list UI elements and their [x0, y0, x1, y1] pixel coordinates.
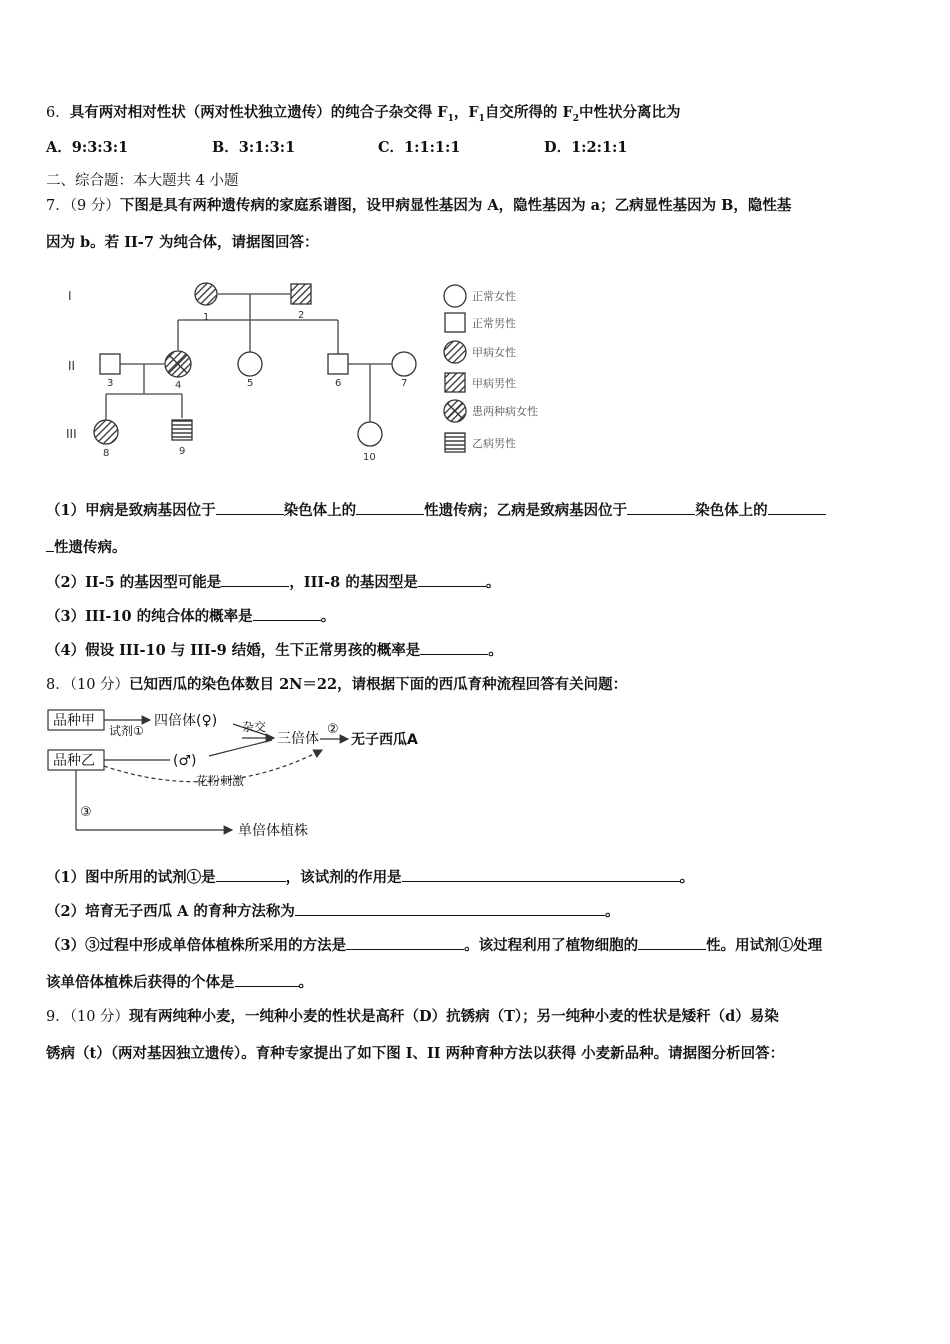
- q8-sub2: （2）培育无子西瓜 A 的育种方法称为 。: [46, 903, 620, 920]
- legend-label-1: 正常女性: [472, 290, 516, 303]
- pedigree-individual-7: [392, 352, 416, 376]
- q8-number: 8．: [46, 677, 70, 693]
- q7-stem-line2: 因为 b。若 II-7 为纯合体，请据图回答：: [46, 234, 319, 251]
- q9-number: 9．: [46, 1009, 70, 1025]
- legend-symbol-a-female: [444, 341, 466, 363]
- q8-sub3-line2: 该单倍体植株后获得的个体是 。: [46, 974, 313, 991]
- legend-symbol-normal-male: [445, 313, 465, 332]
- q6-stem: 6．具有两对相对性状（两对性状独立遗传）的纯合子杂交得 $F_1$，$F_1$自交所得的 $F_2$中性状分离比为: [46, 104, 681, 124]
- q7-answer-blank-4-cont[interactable]: [46, 537, 54, 552]
- q7-answer-blank-5[interactable]: [221, 572, 289, 587]
- q7-answer-blank-3[interactable]: [627, 500, 695, 515]
- id-label-1: 1: [203, 312, 210, 323]
- triploid-label: 三倍体: [277, 731, 319, 747]
- q7-answer-blank-6[interactable]: [418, 572, 486, 587]
- id-label-5: 5: [247, 378, 254, 389]
- pedigree-individual-8: [94, 420, 118, 444]
- q7-answer-blank-7[interactable]: [253, 606, 321, 621]
- step3-label: ③: [80, 805, 92, 820]
- q6-number: 6．: [46, 105, 70, 121]
- q9-score: （10 分）: [69, 1009, 130, 1025]
- q7-stem-line1: 7．（9 分）下图是具有两种遗传病的家庭系谱图，设甲病显性基因为 A，隐性基因为 a；乙病显性基因为 B，隐性基: [46, 197, 792, 214]
- legend-label-6: 乙病男性: [472, 437, 516, 450]
- q7-sub1-line2: 性遗传病。: [46, 537, 127, 558]
- q8-answer-blank-3[interactable]: [295, 901, 605, 916]
- id-label-6: 6: [335, 378, 342, 389]
- q7-sub4: （4）假设 III-10 与 III-9 结婚，生下正常男孩的概率是 。: [46, 642, 503, 659]
- q8-answer-blank-2[interactable]: [402, 867, 680, 882]
- id-label-9: 9: [179, 446, 186, 457]
- legend-symbol-a-male: [445, 373, 465, 392]
- legend-symbol-b-male: [445, 433, 465, 452]
- pedigree-individual-2: [291, 284, 311, 304]
- q7-answer-blank-1[interactable]: [216, 500, 284, 515]
- q8-answer-blank-6[interactable]: [235, 972, 299, 987]
- pedigree-individual-3: [100, 354, 120, 374]
- q7-number: 7．: [46, 198, 70, 214]
- seedless-label: 无子西瓜A: [351, 732, 418, 748]
- q7-sub3: （3）III-10 的纯合体的概率是 。: [46, 608, 336, 625]
- q8-sub1: （1）图中所用的试剂①是 ，该试剂的作用是 。: [46, 869, 695, 886]
- cross-label: 杂交: [242, 720, 267, 734]
- q8-stem: 8．（10 分）已知西瓜的染色体数目 2N＝22，请根据下面的西瓜育种流程回答有关问题：: [46, 676, 628, 693]
- variety-b-label: 品种乙: [53, 753, 95, 769]
- legend-label-2: 正常男性: [472, 317, 516, 330]
- q7-answer-blank-2[interactable]: [356, 500, 424, 515]
- q9-stem-line2: 锈病（t）（两对基因独立遗传）。育种专家提出了如下图 I、II 两种育种方法以获得 小麦新品种。请据图分析回答：: [46, 1045, 785, 1062]
- q7-answer-blank-8[interactable]: [420, 640, 488, 655]
- id-label-4: 4: [175, 380, 182, 391]
- id-label-2: 2: [298, 310, 305, 321]
- id-label-8: 8: [103, 448, 110, 459]
- pedigree-legend: [444, 285, 538, 452]
- male-label: (♂): [173, 753, 197, 769]
- pedigree-individual-5: [238, 352, 262, 376]
- q8-sub3-line1: （3）③过程中形成单倍体植株所采用的方法是 。该过程利用了植物细胞的 性。用试剂①处理: [46, 937, 823, 954]
- pedigree-individual-9: [172, 420, 192, 440]
- q7-sub2: （2）II-5 的基因型可能是 ，III-8 的基因型是 。: [46, 574, 501, 591]
- pedigree-individual-1: [195, 283, 217, 305]
- step2-label: ②: [327, 722, 339, 737]
- legend-symbol-normal-female: [444, 285, 466, 307]
- q8-answer-blank-1[interactable]: [216, 867, 286, 882]
- gen-label-3: III: [66, 427, 77, 441]
- q9-stem-line1: 9．（10 分）现有两纯种小麦，一纯种小麦的性状是高秆（D）抗锈病（T）；另一纯种小麦的性状是矮秆（d）易染: [46, 1008, 779, 1025]
- gen-label-2: II: [68, 359, 76, 373]
- haploid-label: 单倍体植株: [238, 823, 308, 839]
- cross-line-bottom: [209, 740, 272, 756]
- pedigree-individual-6: [328, 354, 348, 374]
- reagent-label: 试剂①: [109, 724, 144, 738]
- pedigree-individual-10: [358, 422, 382, 446]
- q8-answer-blank-4[interactable]: [346, 935, 464, 950]
- legend-label-5: 患两种病女性: [472, 405, 538, 418]
- q7-sub1-line1: （1）甲病是致病基因位于 染色体上的 性遗传病；乙病是致病基因位于 染色体上的: [46, 500, 826, 521]
- q8-answer-blank-5[interactable]: [638, 935, 706, 950]
- breeding-flowchart: [46, 704, 446, 844]
- id-label-7: 7: [401, 378, 408, 389]
- pollen-label: 花粉刺激: [196, 774, 245, 788]
- q6-option-a[interactable]: A．9:3:3:1: [46, 139, 129, 156]
- q6-option-b[interactable]: B．3:1:3:1: [212, 139, 296, 156]
- gen-label-1: I: [68, 289, 72, 303]
- tetraploid-label: 四倍体(♀): [154, 713, 218, 729]
- pedigree-chart: [58, 276, 578, 466]
- id-label-3: 3: [107, 378, 114, 389]
- q8-score: （10 分）: [69, 677, 130, 693]
- q6-option-c[interactable]: C．1:1:1:1: [378, 139, 461, 156]
- legend-label-3: 甲病女性: [472, 346, 516, 359]
- section-heading: 二、综合题：本大题共 4 小题: [46, 173, 239, 189]
- q7-score: （9 分）: [69, 198, 120, 214]
- variety-a-label: 品种甲: [53, 713, 95, 729]
- q7-answer-blank-4[interactable]: [768, 500, 826, 515]
- q6-option-d[interactable]: D．1:2:1:1: [544, 139, 628, 156]
- id-label-10: 10: [363, 452, 376, 463]
- legend-label-4: 甲病男性: [472, 377, 516, 390]
